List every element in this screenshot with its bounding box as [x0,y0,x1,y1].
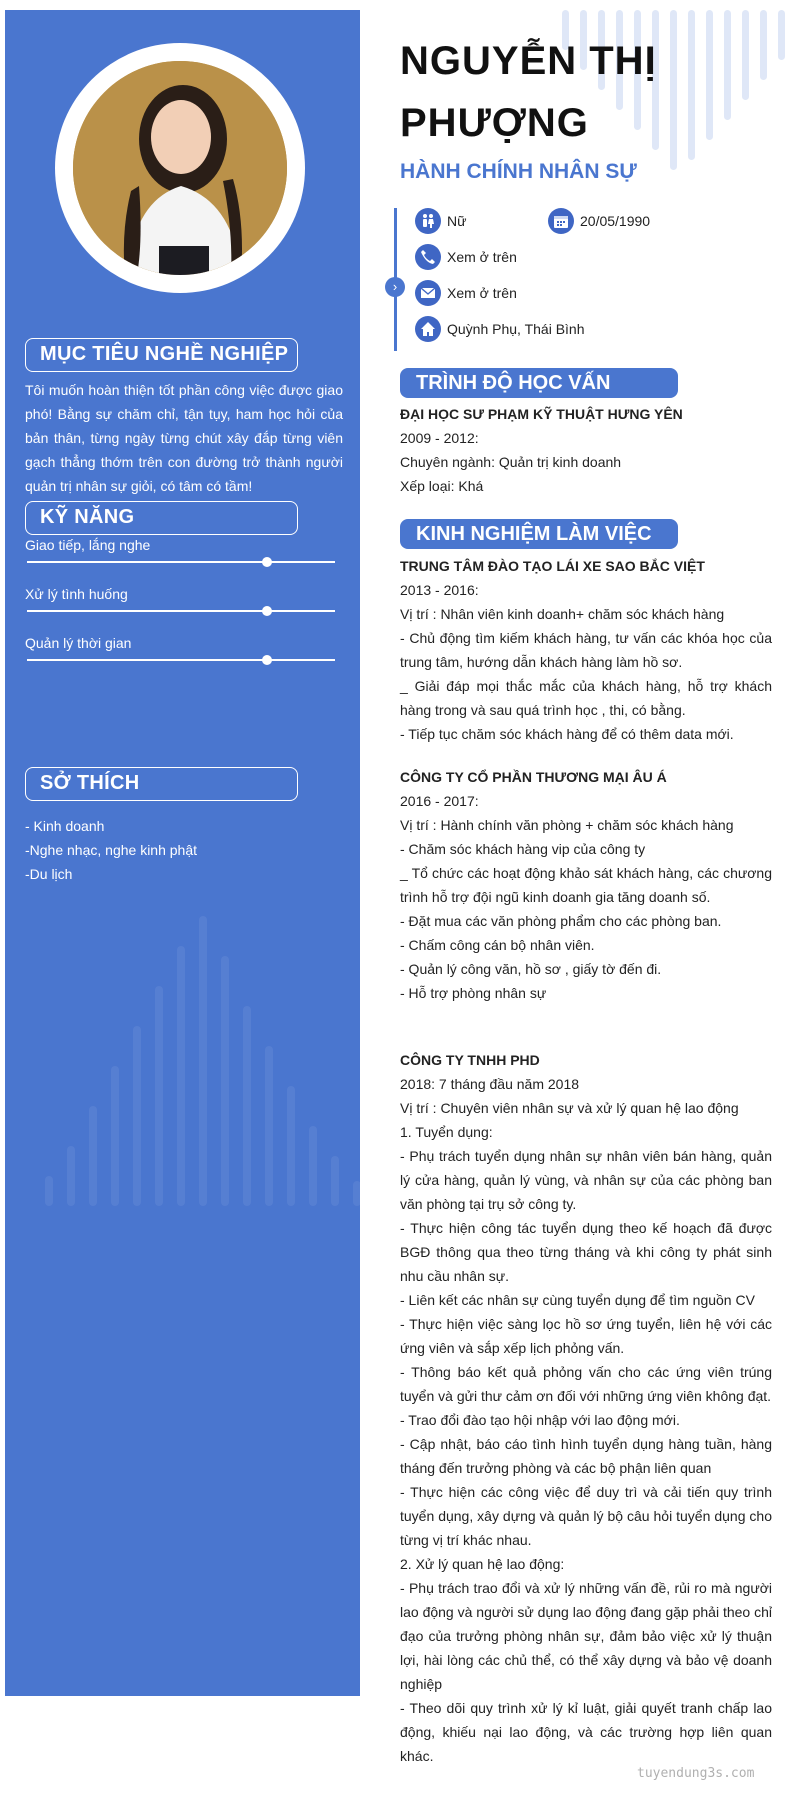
calendar-icon [548,208,574,234]
chevron-right-icon: › [385,277,405,297]
skill-bar [27,561,335,563]
job-period: 2016 - 2017: [400,793,479,809]
address-info [415,316,585,342]
skill-label: Xử lý tình huống [25,586,128,602]
job-detail: - Thực hiện công tác tuyển dụng theo kế hoạch đã được BGĐ thông qua theo từng tháng và khi công ty phát sinh nhu cầu nhân sự. [400,1220,772,1284]
avatar [73,61,287,275]
job-detail: 1. Tuyển dụng: [400,1124,493,1140]
phone-icon [415,244,441,270]
gender-icon [415,208,441,234]
birthday-value: 20/05/1990 [580,213,651,229]
gender-value: Nữ [447,213,467,229]
skill-label: Quản lý thời gian [25,635,132,651]
job-detail: - Thực hiện các công việc để duy trì và cải tiến quy trình tuyển dụng, xây dựng và quản lý bộ câu hỏi tuyển dụng cho từng vị trí khác nhau. [400,1484,772,1548]
skill-level-marker [262,557,272,567]
job-title: HÀNH CHÍNH NHÂN SỰ [400,160,637,183]
email-value[interactable]: Xem ở trên [447,285,517,301]
job-detail: _ Tổ chức các hoạt động khảo sát khách hàng, các chương trình hỗ trợ đội ngũ kinh doanh gia tăng doanh số. [400,865,772,905]
job-detail: - Chấm công cán bộ nhân viên. [400,937,595,953]
hobby-item: - Kinh doanh [25,818,105,834]
phone-info [415,244,517,270]
experience-heading: KINH NGHIỆM LÀM VIỆC [400,519,678,549]
school-name: ĐẠI HỌC SƯ PHẠM KỸ THUẬT HƯNG YÊN [400,406,683,422]
decorative-bars [45,916,360,1206]
job-detail: - Thông báo kết quả phỏng vấn cho các ứng viên trúng tuyển và gửi thư cảm ơn đối với những ứng viên không đạt. [400,1364,772,1404]
education-major: Chuyên ngành: Quản trị kinh doanh [400,454,622,470]
skills-heading: KỸ NĂNG [25,501,298,535]
sidebar [5,10,360,1696]
hobby-item: -Du lịch [25,866,73,882]
education-heading: TRÌNH ĐỘ HỌC VẤN [400,368,678,398]
education-grade: Xếp loại: Khá [400,478,484,494]
company-name: CÔNG TY TNHH PHD [400,1052,540,1068]
job-detail: - Hỗ trợ phòng nhân sự [400,985,547,1001]
job-period: 2013 - 2016: [400,582,479,598]
address-value: Quỳnh Phụ, Thái Bình [447,321,585,337]
skill-bar [27,610,335,612]
job-detail: - Chủ động tìm kiếm khách hàng, tư vấn các khóa học của trung tâm, hướng dẫn khách hàng làm hồ sơ. [400,630,772,670]
objective-heading: MỤC TIÊU NGHỀ NGHIỆP [25,338,298,372]
job-detail: 2. Xử lý quan hệ lao động: [400,1556,565,1572]
email-info [415,280,517,306]
skill-level-marker [262,655,272,665]
company-name: CÔNG TY CỔ PHẦN THƯƠNG MẠI ÂU Á [400,769,667,785]
job-detail: - Cập nhật, báo cáo tình hình tuyển dụng hàng tuần, hàng tháng đến trưởng phòng và các bộ phận liên quan [400,1436,772,1476]
education-section [400,402,772,498]
watermark: tuyendung3s.com [637,1766,755,1781]
job-detail: - Phụ trách tuyển dụng nhân sự nhân viên bán hàng, quản lý cửa hàng, quản lý vùng, và nhân sự của các phòng ban văn phòng tại trụ sở công ty. [400,1148,772,1212]
job-detail: Vị trí : Hành chính văn phòng + chăm sóc khách hàng [400,817,734,833]
job-detail: - Thực hiện việc sàng lọc hồ sơ ứng tuyển, liên hệ với các ứng viên và sắp xếp lịch phỏng vấn. [400,1316,772,1356]
gender-info [415,208,466,234]
home-icon [415,316,441,342]
birthday-info [548,208,650,234]
job-detail: - Liên kết các nhân sự cùng tuyển dụng để tìm nguồn CV [400,1292,755,1308]
education-years: 2009 - 2012: [400,430,479,446]
job-detail: - Chăm sóc khách hàng vip của công ty [400,841,646,857]
hobby-item: -Nghe nhạc, nghe kinh phật [25,842,198,858]
avatar-frame [55,43,305,293]
job-detail: _ Giải đáp mọi thắc mắc của khách hàng, hỗ trợ khách hàng trong và sau quá trình học , thi, có bằng. [400,678,772,718]
experience-section [400,554,772,1768]
job-detail: - Theo dõi quy trình xử lý kỉ luật, giải quyết tranh chấp lao động, khiếu nại lao động, và các trường hợp liên quan khác. [400,1700,772,1764]
candidate-name: NGUYỄN THỊ PHƯỢNG [400,39,657,145]
job-detail: - Phụ trách trao đổi và xử lý những vấn đề, rủi ro mà người lao động và người sử dụng lao động đang gặp phải theo chỉ đạo của trưởng phòng nhân sự, đảm bảo việc xử lý thuận lợi, hài lòng các chủ thể, có thể xây dựng và bảo vệ doanh nghiệp [400,1580,772,1692]
job-period: 2018: 7 tháng đầu năm 2018 [400,1076,580,1092]
job-detail: Vị trí : Chuyên viên nhân sự và xử lý quan hệ lao động [400,1100,739,1116]
job-detail: - Quản lý công văn, hồ sơ , giấy tờ đến đi. [400,961,662,977]
company-name: TRUNG TÂM ĐÀO TẠO LÁI XE SAO BẮC VIỆT [400,558,705,574]
objective-text: Tôi muốn hoàn thiện tốt phần công việc được giao phó! Bằng sự chăm chỉ, tận tụy, ham học hỏi của bản thân, từng ngày từng chút xây đắp từng viên gạch thẳng thớm trên con đường trở thành người quản trị nhân sự giỏi, có tâm có tầm! [25,382,343,494]
job-detail: - Tiếp tục chăm sóc khách hàng để có thêm data mới. [400,726,734,742]
job-detail: - Đặt mua các văn phòng phẩm cho các phòng ban. [400,913,722,929]
skill-level-marker [262,606,272,616]
skill-bar [27,659,335,661]
skill-label: Giao tiếp, lắng nghe [25,537,151,553]
hobbies-heading: SỞ THÍCH [25,767,298,801]
phone-value[interactable]: Xem ở trên [447,249,517,265]
job-detail: Vị trí : Nhân viên kinh doanh+ chăm sóc khách hàng [400,606,725,622]
mail-icon [415,280,441,306]
job-detail: - Trao đổi đào tạo hội nhập với lao động mới. [400,1412,680,1428]
